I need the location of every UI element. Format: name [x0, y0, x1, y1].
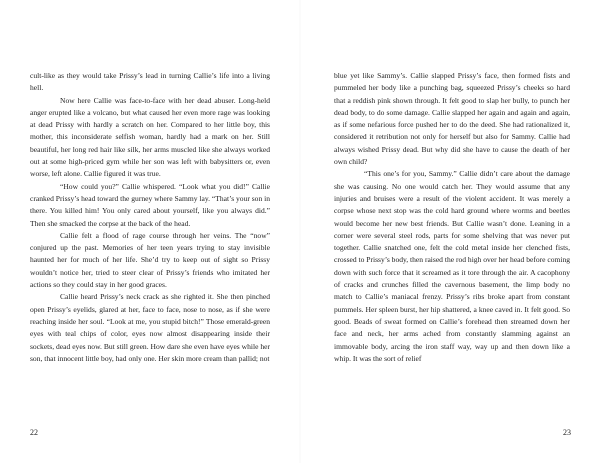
paragraph: blue yet like Sammy’s. Callie slapped Prissy’s face, then formed fists and pummeled her body like a punching bag, squeezed Prissy’s cheeks so hard that a reddish pink shown through. It felt good to slap her bully, to punch her dead body, to do some damage. Callie slapped her again and again and again, as if some nefarious force pushed her to do the deed. She had rationalized it, considered it retribution not only for herself but also for Sammy. Callie had always wished Prissy dead. But why did she have to cause the death of her own child?	[334, 71, 570, 167]
left-page	[30, 70, 270, 450]
right-page-body	[334, 70, 570, 365]
paragraph: cult-like as they would take Prissy’s lead in turning Callie’s life into a living hell.	[30, 71, 270, 93]
gutter-shadow	[299, 0, 301, 463]
page-number-left: 22	[30, 428, 38, 437]
right-page	[334, 70, 570, 450]
paragraph: “How could you?” Callie whispered. “Look what you did!” Callie cranked Prissy’s head toward the gurney where Sammy lay. “That’s your son in there. You killed him! You only cared about yourself, like you always did.” Then she smacked the corpse at the back of the head.	[30, 181, 270, 228]
left-page-body	[30, 70, 270, 365]
paragraph: Callie heard Prissy’s neck crack as she righted it. She then pinched open Prissy’s eyelids, glared at her, face to face, nose to nose, as if she were reaching inside her soul. “Look at me, you stupid bitch!” Those emerald-green eyes with teal chips of color, eyes now almost disappearing inside their sockets, dead eyes now. But still green. How dare she even have eyes while her son, that innocent little boy, had only one. Her skin more cream than pallid; not	[30, 292, 270, 363]
paragraph: “This one’s for you, Sammy.” Callie didn’t care about the damage she was causing. No one would catch her. They would assume that any injuries and bruises were a result of the violent accident. It was merely a corpse whose next stop was the cold hard ground where worms and beetles would become her new best friends. But Callie wasn’t done. Leaning in a corner were several steel rods, parts for some shelving that was never put together. Callie snatched one, felt the cold metal inside her clenched fists, crossed to Prissy’s body, then raised the rod high over her head before coming down with such force that it screamed as it tore through the air. A cacophony of cracks and crunches filled the cavernous basement, the limp body no match to Callie’s maniacal frenzy. Prissy’s ribs broke apart from constant pummels. Her spleen burst, her hip shattered, a knee caved in. It felt good. So good. Beads of sweat formed on Callie’s forehead then streamed down her face and neck, her arms ached from constantly slamming against an immovable body, arcing the iron staff way, way up and then down like a whip. It was the sort of relief	[334, 169, 570, 363]
page-number-right: 23	[563, 428, 571, 437]
paragraph: Callie felt a flood of rage course through her veins. The “now” conjured up the past. Memories of her teen years trying to stay invisible haunted her for much of her life. She’d try to keep out of sight so Prissy wouldn’t notice her, tried to steer clear of Prissy’s friends who imitated her actions so they could stay in her good graces.	[30, 230, 270, 290]
paragraph: Now here Callie was face-to-face with her dead abuser. Long-held anger erupted like a volcano, but what caused her even more rage was looking at dead Prissy with hardly a scratch on her. Compared to her little boy, this mother, this inconsiderate selfish woman, hardly had a mark on her. Still beautiful, her long red hair like silk, her arms muscled like she always worked out at some high-priced gym while her son was left with babysitters or, even worse, left alone. Callie figured it was true.	[30, 95, 270, 179]
